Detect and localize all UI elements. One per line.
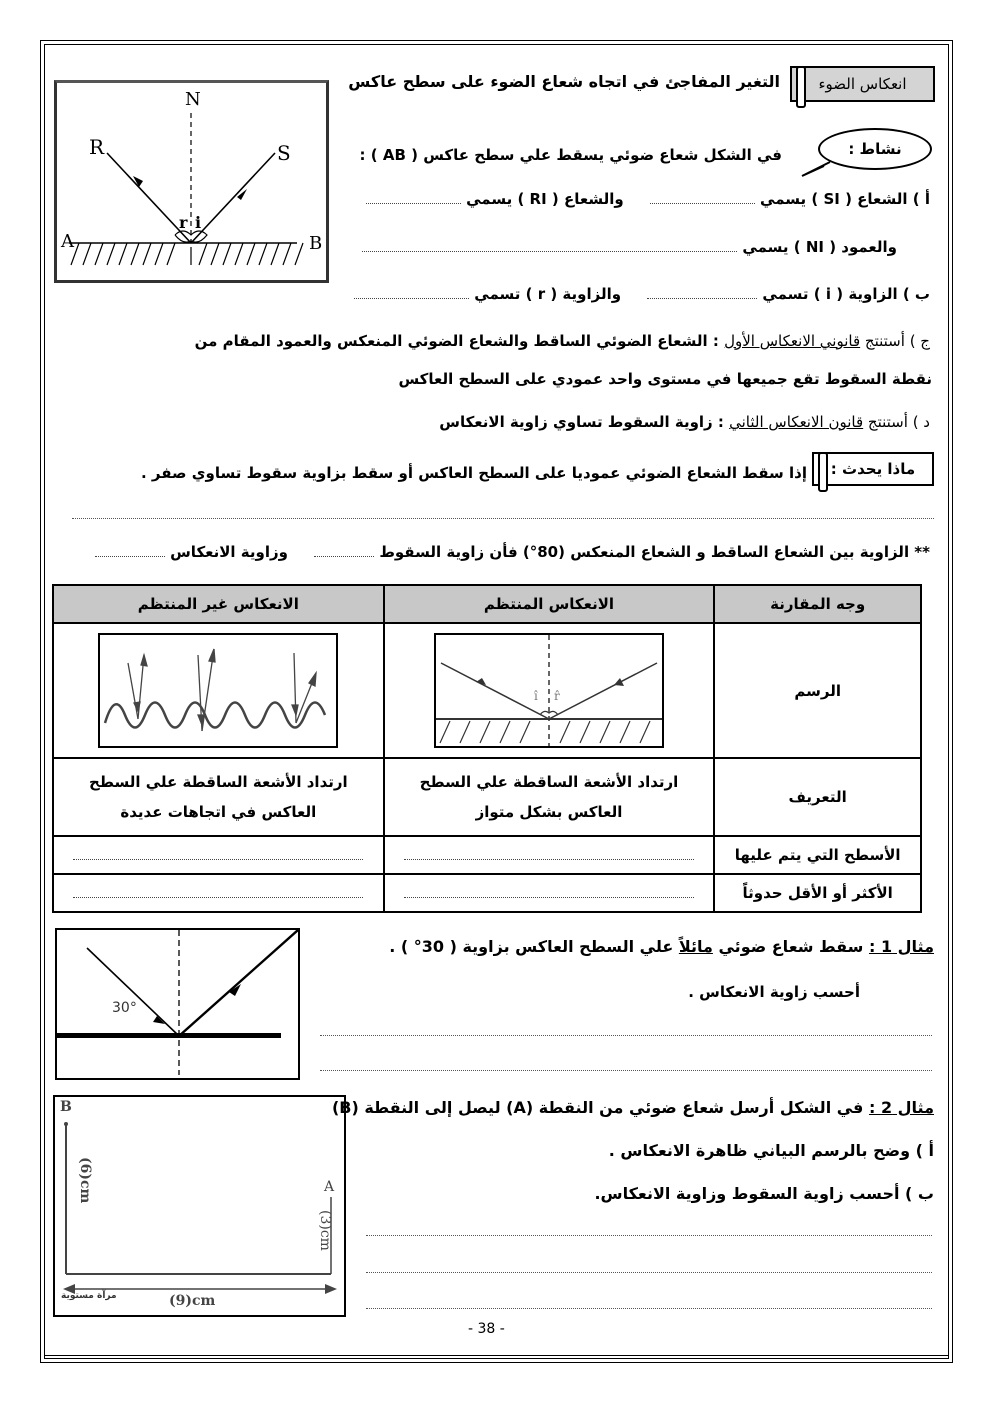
- example2-text: في الشكل أرسل شعاع ضوئي من النقطة (A) ليصل إلى النقطة (B): [331, 1098, 869, 1117]
- example2-diagram-icon: [55, 1097, 344, 1315]
- example2-task-b: ب ) أحسب زاوية السقوط وزاوية الانعكاس.: [594, 1184, 934, 1203]
- question-a-normal: [362, 238, 897, 256]
- question-a-ni: والعمود ( NI ) يسمي: [742, 238, 897, 256]
- bubble-tail-icon: [800, 158, 840, 178]
- question-d: [439, 413, 930, 431]
- label-n: N: [185, 89, 201, 110]
- table-row: [53, 758, 921, 836]
- cell-irregular-drawing: [53, 623, 384, 758]
- table-row: [53, 874, 921, 912]
- answer-blank-irregular-frequency[interactable]: [73, 897, 363, 898]
- answer-line-example1-2[interactable]: [320, 1070, 932, 1071]
- topic-box: [790, 66, 935, 102]
- example2-point-b: B: [60, 1099, 72, 1115]
- cell-regular-drawing: [384, 623, 715, 758]
- row-label-definition: التعريف: [714, 758, 921, 836]
- row-label-surfaces: الأسطح التي يتم عليها: [714, 836, 921, 874]
- answer-blank-irregular-surfaces[interactable]: [73, 859, 363, 860]
- table-header-row: [53, 585, 921, 623]
- row-label-drawing: الرسم: [714, 623, 921, 758]
- example1-diagram-icon: [57, 930, 298, 1078]
- example1-text-before: سقط شعاع ضوئي: [712, 937, 869, 956]
- question-b-r: والزاوية ( r ) تسمي: [474, 285, 622, 303]
- question-c-law: قانوني الانعكاس الأول: [724, 332, 861, 350]
- table-header-aspect: وجه المقارنة: [714, 585, 921, 623]
- cell-irregular-frequency[interactable]: [53, 874, 384, 912]
- label-angle-i: i: [195, 213, 202, 232]
- example2-width: (9)cm: [169, 1293, 216, 1309]
- regular-reflection-figure: [434, 633, 664, 748]
- label-angle-r: r: [179, 213, 188, 232]
- question-b: [354, 285, 930, 303]
- example2-label: مثال 2 :: [868, 1098, 934, 1117]
- example2-mirror-label: مرآة مستوية: [61, 1291, 117, 1301]
- irregular-reflection-icon: [100, 635, 336, 746]
- question-c-line2: نقطة السقوط تقع جميعها في مستوى واحد عمودي على السطح العاكس: [398, 370, 932, 388]
- answer-line-what-happens[interactable]: [72, 518, 934, 519]
- question-c-prefix: ج ) أستنتج: [860, 332, 930, 350]
- label-s: S: [277, 141, 291, 165]
- regular-label-r: r̂: [554, 689, 560, 703]
- example2-figure: [53, 1095, 346, 1317]
- answer-blank-regular-frequency[interactable]: [404, 897, 694, 898]
- answer-blank-ri[interactable]: [366, 203, 461, 204]
- answer-blank-r[interactable]: [354, 298, 469, 299]
- angle-question: [95, 543, 930, 561]
- example2-height-b: (6)cm: [77, 1157, 93, 1204]
- answer-line-example2-1[interactable]: [366, 1235, 932, 1236]
- cell-irregular-definition: ارتداد الأشعة الساقطة علي السطح العاكس في اتجاهات عديدة: [53, 758, 384, 836]
- regular-label-i: î: [534, 689, 538, 703]
- label-r: R: [89, 135, 105, 159]
- comparison-table: [52, 584, 922, 913]
- row-label-frequency: الأكثر أو الأقل حدوثاً: [714, 874, 921, 912]
- topic-title: انعكاس الضوء: [818, 75, 907, 93]
- answer-blank-ni[interactable]: [362, 251, 737, 252]
- table-header-irregular: الانعكاس غير المنتظم: [53, 585, 384, 623]
- example2-question: [332, 1098, 934, 1117]
- cell-regular-definition: ارتداد الأشعة الساقطة علي السطح العاكس بشكل متواز: [384, 758, 715, 836]
- answer-blank-reflection[interactable]: [95, 556, 165, 557]
- answer-blank-i[interactable]: [647, 298, 757, 299]
- answer-blank-si[interactable]: [650, 203, 755, 204]
- example1-label: مثال 1 :: [868, 937, 934, 956]
- regular-reflection-icon: [436, 635, 662, 746]
- answer-line-example2-2[interactable]: [366, 1272, 932, 1273]
- question-b-i: ب ) الزاوية ( i ) تسمي: [762, 285, 930, 303]
- answer-blank-regular-surfaces[interactable]: [404, 859, 694, 860]
- question-c-answer-1: : الشعاع الضوئي الساقط والشعاع الضوئي المنعكس والعمود المقام من: [194, 332, 725, 350]
- table-row: [53, 836, 921, 874]
- example1-figure: [55, 928, 300, 1080]
- what-happens-label: ماذا يحدث :: [830, 460, 916, 478]
- question-d-answer: : زاوية السقوط تساوي زاوية الانعكاس: [439, 413, 730, 431]
- example2-height-a: (3)cm: [317, 1210, 333, 1251]
- label-b: B: [309, 233, 323, 254]
- example1-angle-label: 30°: [112, 1000, 137, 1016]
- example2-task-a: أ ) وضح بالرسم البياني ظاهرة الانعكاس .: [608, 1141, 934, 1160]
- activity-intro: في الشكل شعاع ضوئي يسقط علي سطح عاكس ( AB ) :: [359, 146, 782, 164]
- example1-underlined: مائلاً: [678, 937, 713, 956]
- question-c: [195, 332, 930, 350]
- example1-text-after: علي السطح العاكس بزاوية ( 30° ) .: [389, 937, 679, 956]
- answer-line-example1-1[interactable]: [320, 1035, 932, 1036]
- angle-question-reflection: وزاوية الانعكاس: [170, 543, 288, 561]
- angle-question-incidence: ** الزاوية بين الشعاع الساقط و الشعاع المنعكس (80°) فأن زاوية السقوط: [379, 543, 930, 561]
- example1-question: [389, 937, 934, 956]
- cell-irregular-surfaces[interactable]: [53, 836, 384, 874]
- activity-label: نشاط :: [848, 140, 902, 158]
- table-header-regular: الانعكاس المنتظم: [384, 585, 715, 623]
- what-happens-box: [812, 452, 934, 486]
- cell-regular-frequency[interactable]: [384, 874, 715, 912]
- irregular-reflection-figure: [98, 633, 338, 748]
- question-d-prefix: د ) أستنتج: [863, 413, 930, 431]
- label-a: A: [61, 231, 74, 252]
- cell-regular-surfaces[interactable]: [384, 836, 715, 874]
- question-a: [366, 190, 930, 208]
- reflection-figure: [54, 80, 329, 283]
- example1-task: أحسب زاوية الانعكاس .: [688, 983, 860, 1001]
- answer-blank-incidence[interactable]: [314, 556, 374, 557]
- table-row: [53, 623, 921, 758]
- question-a-si: أ ) الشعاع ( SI ) يسمي: [760, 190, 930, 208]
- page-number: - 38 -: [468, 1321, 505, 1337]
- what-happens-question: إذا سقط الشعاع الضوئي عموديا على السطح العاكس أو سقط بزاوية سقوط تساوي صفر .: [140, 464, 807, 482]
- topic-definition: التغير المفاجئ في اتجاه شعاع الضوء على سطح عاكس: [348, 72, 780, 91]
- example2-point-a: A: [324, 1179, 335, 1195]
- footer-rule: [44, 1355, 949, 1359]
- answer-line-example2-3[interactable]: [366, 1308, 932, 1309]
- reflection-diagram-icon: [57, 83, 326, 280]
- question-a-ri: والشعاع ( RI ) يسمي: [466, 190, 624, 208]
- question-d-law: قانون الانعكاس الثاني: [729, 413, 864, 431]
